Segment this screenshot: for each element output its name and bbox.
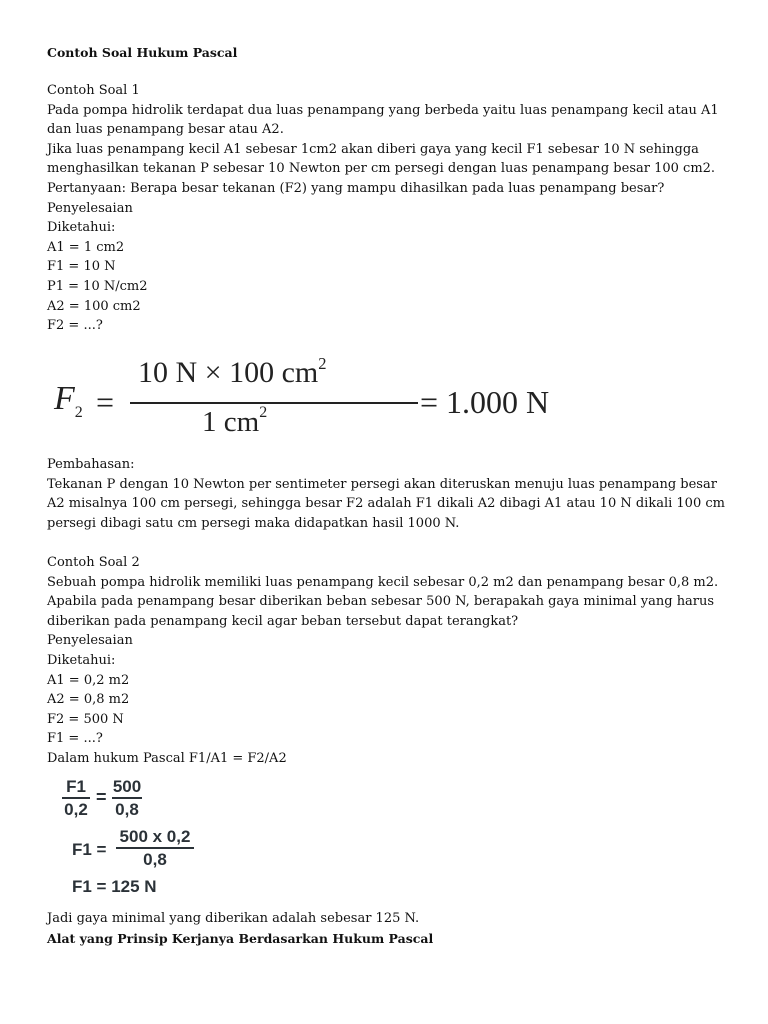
soal2-given: A1 = 0,2 m2: [47, 672, 130, 688]
soal1-given: P1 = 10 N/cm2: [47, 278, 148, 294]
formula-equals: =: [96, 384, 115, 420]
soal1-given: A1 = 1 cm2: [47, 239, 125, 255]
formula-lhs: $F_2$: [54, 380, 83, 421]
soal2-given: A2 = 0,8 m2: [47, 692, 130, 708]
soal1-formula: [52, 350, 552, 445]
soal2-conclusion: Jadi gaya minimal yang diberikan adalah sebesar 125 N.: [47, 911, 420, 926]
soal1-line: Diketahui:: [47, 220, 116, 236]
soal2-heading: Contoh Soal 2: [47, 555, 140, 570]
formula-numerator: 10 N × 100 $cm^2$: [138, 354, 327, 389]
soal1-section: [47, 81, 728, 336]
pembahasan-line: Tekanan P dengan 10 Newton per sentimeter persegi akan diteruskan menuju luas penampang besar: [47, 476, 717, 492]
fraction-denominator: 0,8: [116, 847, 194, 870]
fraction-denominator: 0,2: [62, 797, 90, 820]
soal1-given: F1 = 10 N: [47, 259, 116, 275]
soal2-line: Apabila pada penampang besar diberikan beban sebesar 500 N, berapakah gaya minimal yang harus: [47, 594, 715, 610]
soal1-heading: Contoh Soal 1: [47, 83, 140, 98]
soal2-line: Sebuah pompa hidrolik memiliki luas penampang kecil sebesar 0,2 m2 dan penampang besar 0,8 m2.: [47, 574, 719, 590]
soal2-section: [47, 553, 728, 769]
fraction-f1-a1: [62, 777, 90, 820]
soal2-line: diberikan pada penampang kecil agar beban tersebut dapat terangkat?: [47, 613, 519, 629]
fraction-calculation: [116, 827, 194, 870]
soal1-line: Jika luas penampang kecil A1 sebesar 1cm2 akan diberi gaya yang kecil F1 sebesar 10 N sehingga: [47, 141, 699, 157]
formula-denominator: 1 $cm^2$: [202, 404, 268, 438]
fraction-bar: [130, 402, 418, 404]
soal1-line: Pada pompa hidrolik terdapat dua luas penampang yang berbeda yaitu luas penampang kecil atau A1: [47, 102, 719, 118]
pembahasan-section: [47, 455, 728, 533]
soal1-line: Penyelesaian: [47, 200, 133, 216]
soal2-calculation: [60, 775, 260, 900]
fraction-numerator: F1: [66, 777, 86, 796]
soal1-given: A2 = 100 cm2: [47, 298, 141, 314]
soal2-line: Penyelesaian: [47, 633, 133, 649]
fraction-denominator: 0,8: [112, 797, 142, 820]
soal1-given: F2 = ...?: [47, 318, 103, 334]
pembahasan-line: A2 misalnya 100 cm persegi, sehingga besar F2 adalah F1 dikali A2 dibagi A1 atau 10 N dikali 100 cm: [47, 496, 725, 512]
equals-sign: =: [96, 787, 107, 807]
closing-section: [47, 909, 728, 948]
f1-equals-label: F1 =: [72, 840, 107, 859]
document-title: Contoh Soal Hukum Pascal: [47, 45, 238, 60]
fraction-numerator: 500 x 0,2: [119, 827, 191, 846]
soal2-line: Diketahui:: [47, 652, 116, 668]
soal1-line: menghasilkan tekanan P sebesar 10 Newton per cm persegi dengan luas penampang besar 100 cm2.: [47, 161, 716, 177]
soal1-question: Pertanyaan: Berapa besar tekanan (F2) yang mampu dihasilkan pada luas penampang besar?: [47, 180, 665, 196]
soal2-given: F1 = ...?: [47, 731, 103, 747]
pembahasan-heading: Pembahasan:: [47, 457, 135, 472]
soal2-given: F2 = 500 N: [47, 711, 124, 727]
soal1-line: dan luas penampang besar atau A2.: [47, 122, 284, 138]
fraction-numerator: 500: [112, 777, 142, 796]
pembahasan-line: persegi dibagi satu cm persegi maka didapatkan hasil 1000 N.: [47, 515, 460, 531]
document-title-block: [47, 43, 728, 63]
formula-result: = 1.000 N: [420, 384, 550, 420]
footer-heading: Alat yang Prinsip Kerjanya Berdasarkan Hukum Pascal: [47, 930, 434, 946]
fraction-f2-a2: [112, 777, 142, 820]
f1-result: F1 = 125 N: [72, 877, 157, 896]
soal2-pascal-law: Dalam hukum Pascal F1/A1 = F2/A2: [47, 750, 287, 766]
